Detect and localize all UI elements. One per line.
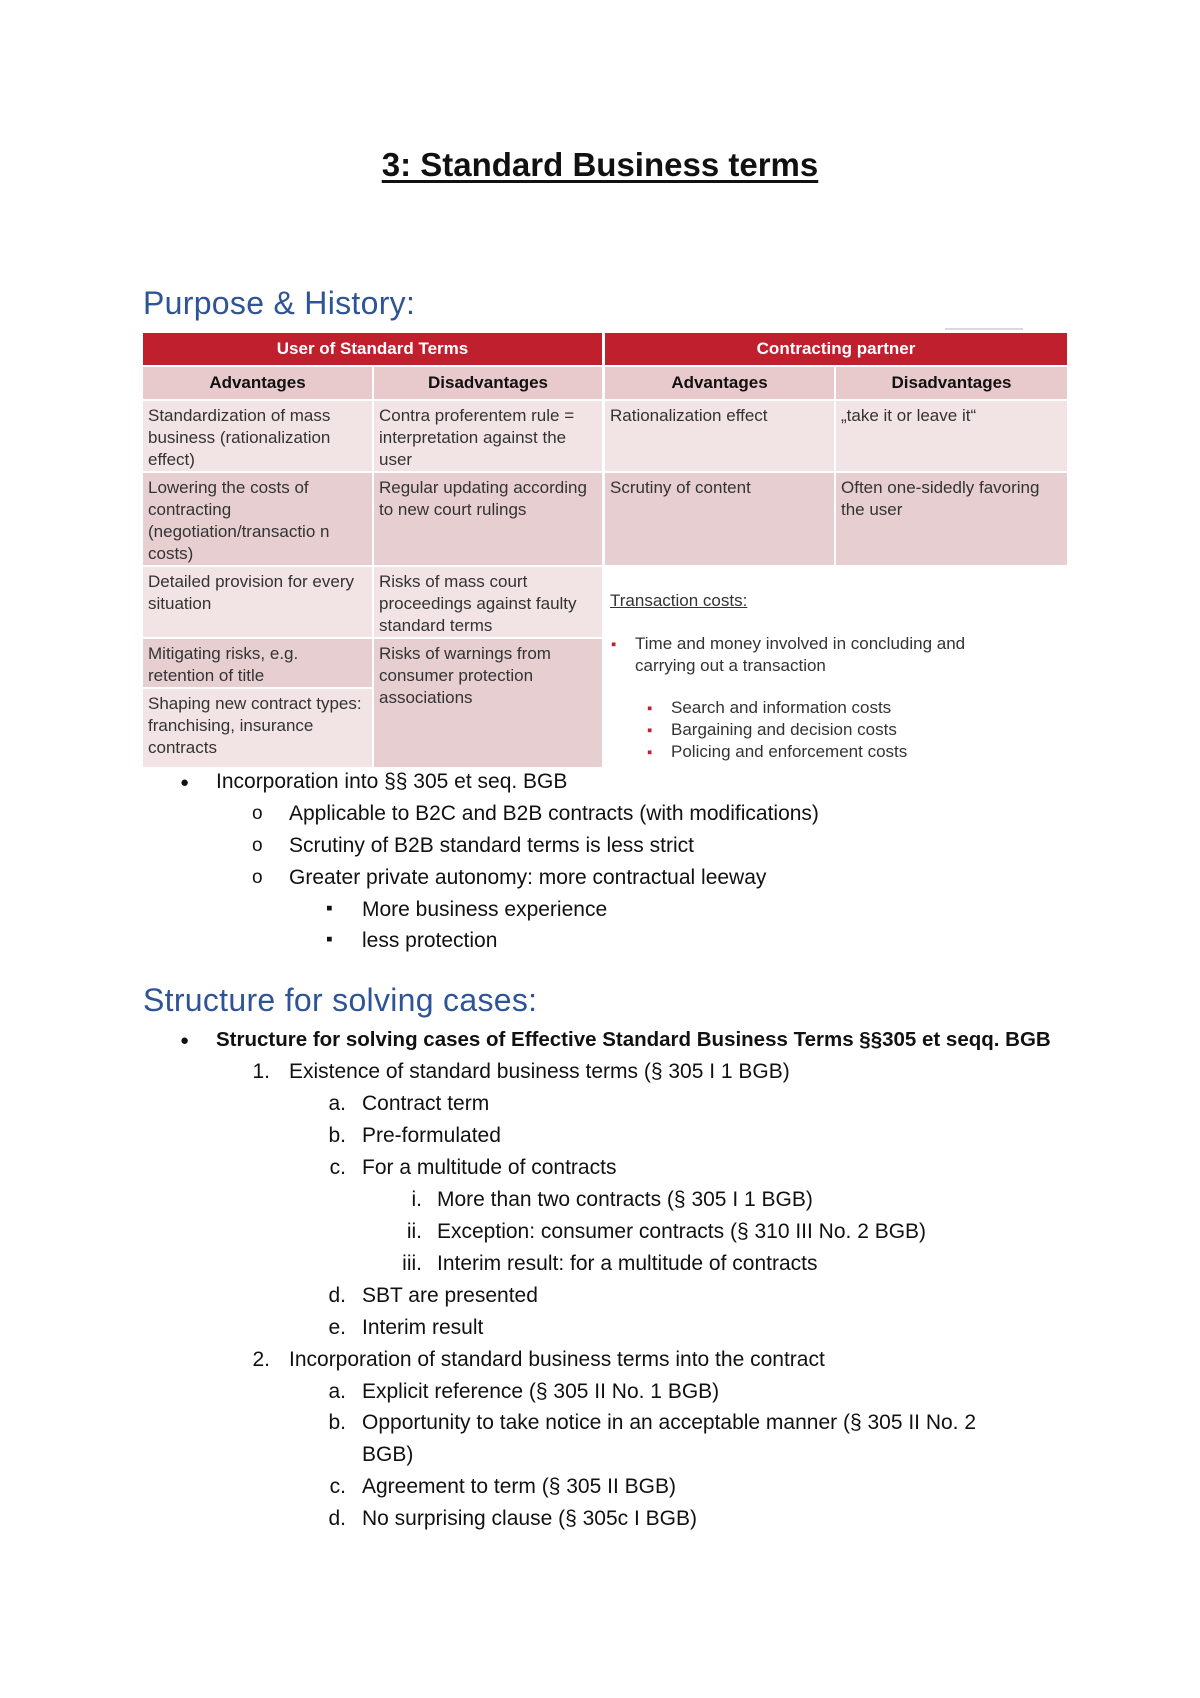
structure-heading: Structure for solving cases:	[143, 982, 538, 1018]
sub-header: Disadvantages	[374, 367, 602, 399]
list-item: Exception: consumer contracts (§ 310 III No. 2 BGB)	[437, 1220, 927, 1243]
table-cell: Contra proferentem rule = interpretation against the user	[374, 401, 602, 471]
table-cell: Risks of warnings from consumer protection associations	[374, 639, 602, 767]
purpose-heading: Purpose & History:	[143, 285, 416, 321]
list-number: 1.	[252, 1060, 270, 1083]
table-cell: Rationalization effect	[605, 401, 834, 471]
list-item: More than two contracts (§ 305 I 1 BGB)	[437, 1188, 813, 1211]
transaction-item: Policing and enforcement costs	[671, 742, 908, 761]
red-square-icon: ▪	[647, 722, 653, 739]
transaction-item: Search and information costs	[671, 698, 892, 717]
list-item: More business experience	[362, 898, 608, 921]
red-square-icon: ▪	[647, 744, 653, 761]
table-cell: Standardization of mass business (rationalization effect)	[143, 401, 372, 471]
list-roman: iii.	[402, 1252, 422, 1275]
bullet-icon: ●	[180, 774, 190, 791]
list-item: Incorporation of standard business terms into the contract	[289, 1348, 825, 1371]
list-item: Explicit reference (§ 305 II No. 1 BGB)	[362, 1380, 720, 1403]
table-cell: Scrutiny of content	[605, 473, 834, 565]
list-letter: d.	[328, 1284, 346, 1307]
list-letter: d.	[328, 1507, 346, 1530]
table-cell: Regular updating according to new court rulings	[374, 473, 602, 565]
list-item: Pre-formulated	[362, 1124, 501, 1147]
circle-bullet-icon: o	[252, 835, 263, 856]
circle-bullet-icon: o	[252, 803, 263, 824]
red-square-icon: ▪	[611, 636, 617, 653]
transaction-costs-box	[605, 569, 1067, 767]
transaction-main-line: carrying out a transaction	[635, 656, 826, 675]
square-bullet-icon: ▪	[326, 898, 333, 919]
list-number: 2.	[252, 1348, 270, 1371]
square-bullet-icon: ▪	[326, 929, 333, 950]
page-title: 3: Standard Business terms	[381, 146, 819, 183]
list-letter: b.	[328, 1411, 346, 1434]
list-letter: a.	[328, 1380, 346, 1403]
partner-header: Contracting partner	[605, 333, 1067, 365]
list-item: Applicable to B2C and B2B contracts (with modifications)	[289, 802, 819, 825]
list-item: For a multitude of contracts	[362, 1156, 617, 1179]
bullet-icon: ●	[180, 1032, 190, 1049]
sub-header: Disadvantages	[836, 367, 1067, 399]
list-item: less protection	[362, 929, 498, 952]
list-item: Agreement to term (§ 305 II BGB)	[362, 1475, 676, 1498]
transaction-title: Transaction costs:	[610, 591, 748, 610]
list-letter: c.	[329, 1156, 346, 1179]
table-cell: Lowering the costs of contracting (negotiation/transactio n costs)	[143, 473, 372, 565]
list-item: Interim result	[362, 1316, 484, 1339]
list-item: Opportunity to take notice in an acceptable manner (§ 305 II No. 2	[362, 1411, 977, 1434]
list-roman: ii.	[406, 1220, 422, 1243]
list-item-continuation: BGB)	[362, 1443, 414, 1466]
list-item: Contract term	[362, 1092, 490, 1115]
table-cell: Detailed provision for every situation	[143, 567, 372, 637]
list-letter: c.	[329, 1475, 346, 1498]
comparison-table	[143, 333, 1067, 767]
list-item: No surprising clause (§ 305c I BGB)	[362, 1507, 697, 1530]
table-cell: „take it or leave it“	[836, 401, 1067, 471]
list-letter: b.	[328, 1124, 346, 1147]
list-item: Incorporation into §§ 305 et seq. BGB	[216, 770, 568, 793]
user-header: User of Standard Terms	[143, 333, 602, 365]
list-letter: e.	[328, 1316, 346, 1339]
table-cell: Risks of mass court proceedings against faulty standard terms	[374, 567, 602, 637]
list-letter: a.	[328, 1092, 346, 1115]
list-roman: i.	[411, 1188, 422, 1211]
list-item: Greater private autonomy: more contractual leeway	[289, 866, 767, 889]
table-cell: Often one-sidedly favoring the user	[836, 473, 1067, 565]
circle-bullet-icon: o	[252, 867, 263, 888]
table-cell: Shaping new contract types: franchising, insurance contracts	[143, 689, 372, 767]
sub-header: Advantages	[605, 367, 834, 399]
list-item: Interim result: for a multitude of contracts	[437, 1252, 818, 1275]
divider	[945, 328, 1023, 330]
transaction-main-line: Time and money involved in concluding and	[635, 634, 966, 653]
sub-header: Advantages	[143, 367, 372, 399]
list-item: Scrutiny of B2B standard terms is less strict	[289, 834, 694, 857]
list-item: Existence of standard business terms (§ 305 I 1 BGB)	[289, 1060, 790, 1083]
transaction-item: Bargaining and decision costs	[671, 720, 897, 739]
list-item: Structure for solving cases of Effective Standard Business Terms §§305 et seqq. BGB	[216, 1028, 1051, 1051]
list-item: SBT are presented	[362, 1284, 538, 1307]
red-square-icon: ▪	[647, 700, 653, 717]
table-cell: Mitigating risks, e.g. retention of title	[143, 639, 372, 687]
